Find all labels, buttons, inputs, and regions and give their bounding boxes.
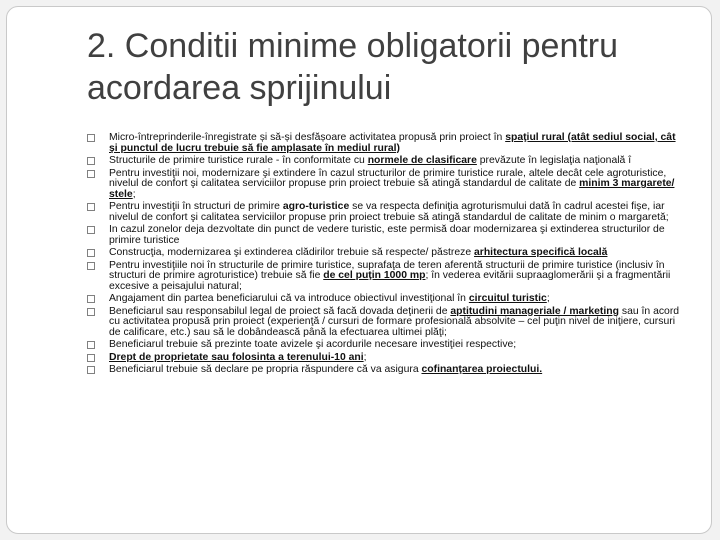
slide-title: 2. Conditii minime obligatorii pentru acordarea sprijinului [87, 27, 619, 107]
bullet-square-icon [87, 295, 95, 303]
bullet-text: In cazul zonelor deja dezvoltate din punct de vedere turistic, este permisă doar modernizarea şi extinderea structurilor de primire turistice [109, 224, 665, 246]
bullet-emphasis-text: Drept de proprietate sau folosinta a terenului-10 ani [109, 351, 364, 363]
bullet-emphasis-text: normele de clasificare [367, 155, 477, 166]
bullet-text: Pentru investiţiile noi în structurile de primire turistice, suprafaţa de teren aferentă structurii de primire turistice (inclusiv în structuri de primire agroturistice) trebuie să fie [109, 259, 665, 281]
bullet-item [87, 133, 687, 154]
bullet-emphasis-text: arhitectura specifică locală [474, 247, 608, 258]
bullet-emphasis-text: spaţiul rural (atât sediul social, cât şi punctul de lucru trebuie să fie amplasate în mediul rural) [109, 132, 676, 154]
bullet-item [87, 365, 687, 376]
bullet-text: ; [363, 351, 367, 363]
bullet-square-icon [87, 249, 95, 257]
bullet-emphasis-text: cofinanţarea proiectului. [421, 364, 543, 375]
bullet-item [87, 353, 687, 364]
bullet-text: ; în vederea evitării supraaglomerării şi a fragmentării excesive a peisajului natural; [109, 270, 671, 292]
bullet-text: Beneficiarul sau responsabilul legal de proiect să facă dovada deţinerii de [109, 305, 451, 317]
bullet-text: Pentru investiţii noi, modernizare şi extindere în cazul structurilor de primire turistice rurale, altele decât cele agroturistice, nivelul de confort şi calitatea serviciilor propuse prin proiect trebuie să atingă standardul de calitate de [109, 167, 667, 189]
bullet-text: ; [546, 293, 550, 304]
bullet-item [87, 307, 687, 339]
bullet-item [87, 225, 687, 246]
bullet-text: ; [132, 188, 136, 200]
bullet-square-icon [87, 341, 95, 349]
bullet-emphasis-text: de cel puţin 1000 mp [323, 270, 426, 281]
bullet-text: Structurile de primire turistice rurale - în conformitate cu [109, 155, 368, 166]
bullet-text: Beneficiarul trebuie să prezinte toate avizele şi acordurile necesare investiţiei respective; [109, 339, 517, 350]
bullet-text: Beneficiarul trebuie să declare pe propria răspundere că va asigura [109, 364, 422, 375]
bullet-square-icon [87, 157, 95, 165]
bullet-item [87, 202, 687, 223]
bullet-text: Construcţia, modernizarea şi extinderea clădirilor trebuie să respecte/ păstreze [109, 247, 475, 258]
bullet-text: se va respecta definiţia agroturismului dată în cadrul acestei fişe, iar nivelul de confort şi calitatea serviciilor propuse prin proiect trebuie să atingă standardul de calitate de minim o margaretă; [109, 201, 669, 223]
slide [6, 6, 712, 534]
bullet-square-icon [87, 203, 95, 211]
bullet-emphasis-text: circuitul turistic [468, 293, 547, 304]
bullet-text: prevăzute în legislaţia naţională î [476, 155, 632, 166]
bullet-text: sau în acord cu activitatea propusă prin proiect (experienţă / cursuri de formare profesională absolvite – cel puţin nivel de iniţiere, cursuri de calificare, etc.) sau să le dobândească până la efectuarea ultimei plăţi; [109, 305, 680, 338]
bullet-emphasis-text: aptitudini manageriale / marketing [450, 305, 619, 317]
bullet-item [87, 294, 687, 305]
bullet-text: Pentru investiţii în structuri de primire [109, 201, 283, 212]
bullet-item [87, 248, 687, 259]
bullet-square-icon [87, 134, 95, 142]
bullet-emphasis-text: minim 3 margarete/ stele [109, 178, 675, 200]
bullet-square-icon [87, 354, 95, 362]
bullet-item [87, 261, 687, 293]
bullet-text: Micro-întreprinderile-înregistrate și să-și desfășoare activitatea propusă prin proiect în [109, 132, 506, 143]
bullet-emphasis-text: agro-turistice [282, 201, 350, 212]
bullet-item [87, 156, 687, 167]
bullet-square-icon [87, 308, 95, 316]
bullet-square-icon [87, 366, 95, 374]
bullet-text: Angajament din partea beneficiarului că va introduce obiectivul investiţional în [109, 293, 469, 304]
bullet-item [87, 169, 687, 201]
bullet-item [87, 340, 687, 351]
bullet-square-icon [87, 226, 95, 234]
bullet-square-icon [87, 170, 95, 178]
bullet-square-icon [87, 262, 95, 270]
bullet-list [87, 133, 687, 378]
